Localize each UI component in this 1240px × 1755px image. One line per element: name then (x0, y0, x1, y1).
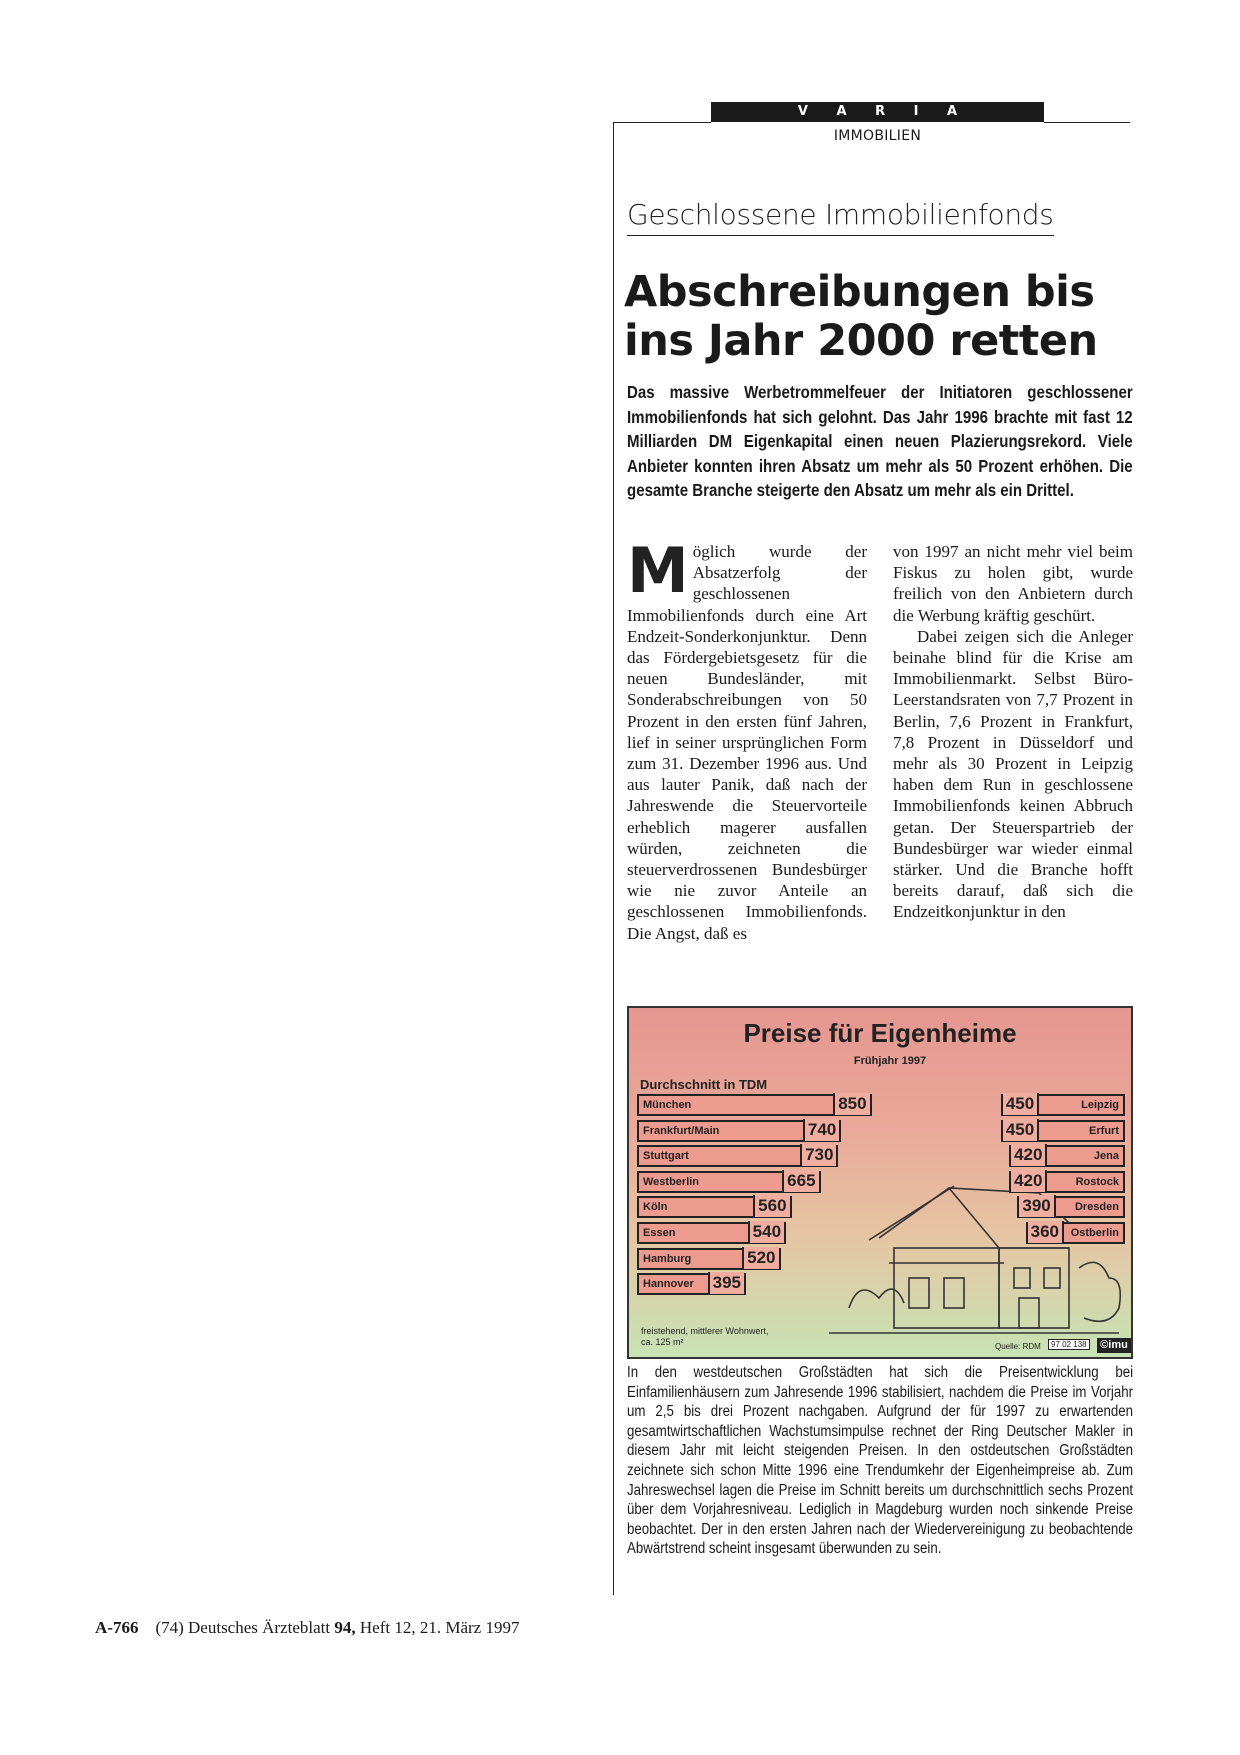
body-column-1 (627, 534, 867, 944)
body-paragraph-2a: von 1997 an nicht mehr viel beim Fiskus zu holen gibt, wurde freilich von den Anbietern durch die Werbung kräftig geschürt. (893, 542, 1133, 625)
body-text-1: öglich wurde der Absatzerfolg der geschlossenen Immobilienfonds durch eine Art Endzeit-Sonderkonjunktur. Denn das Fördergebietsgesetz für die neuen Bundesländer, mit Sonderabschreibungen von 50 Prozent in den ersten fünf Jahren, lief in seiner ursprünglichen Form zum 31. Dezember 1996 aus. Und aus lauter Panik, daß nach der Jahreswende die Steuervorteile erheblich magerer ausfallen würden, zeichneten die steuerverdrossenen Bundesbürger wie nie zuvor Anteile an geschlossenen Immobilienfonds. Die Angst, daß es (627, 542, 867, 943)
headline-line-2: ins Jahr 2000 retten (624, 316, 1098, 366)
bar-value: 420 (1011, 1144, 1047, 1166)
column-divider (613, 123, 614, 1595)
subsection-title: IMMOBILIEN (833, 128, 922, 144)
chart-note-line-2: ca. 125 m² (641, 1337, 684, 1347)
drop-cap: M (627, 534, 689, 607)
issue-prefix: (74) Deutsches Ärzteblatt (155, 1618, 331, 1637)
chart-note-line-1: freistehend, mittlerer Wohnwert, (641, 1326, 769, 1336)
bar-label: Essen (643, 1227, 676, 1239)
chart-caption: In den westdeutschen Großstädten hat sich die Preisentwicklung bei Einfamilienhäusern zum Jahresende 1996 stabilisiert, nachdem die Preise im Vorjahr um 2,5 bis drei Prozent nachgaben. Aufgrund der für 1997 zu erwartenden gesamtwirtschaftlichen Wachstumsimpulse rechnet der Ring Deutscher Makler in diesem Jahr mit leicht steigenden Preisen. In den ostdeutschen Großstädten zeichnete sich schon Mitte 1996 eine Trendumkehr der Eigenheimpreise ab. Zum Jahreswechsel lagen die Preise im Schnitt bereits um durchschnittlich sechs Prozent über dem Vorjahresniveau. Lediglich in Magdeburg wurden noch sinkende Preise beobachtet. Der in den ersten Jahren nach der Wiedervereinigung zu beobachtende Abwärtstrend scheint insgesamt überwunden zu sein. (627, 1364, 1134, 1558)
bar-label: Jena (1093, 1150, 1119, 1163)
headline-line-1: Abschreibungen bis (624, 267, 1095, 317)
chart-title: Preise für Eigenheime (743, 1018, 1017, 1048)
page-footer (95, 1618, 519, 1638)
chart-note (641, 1326, 768, 1348)
bar-label: Dresden (1074, 1201, 1119, 1214)
bar-value: 740 (803, 1119, 839, 1141)
bar-jena (1009, 1145, 1125, 1167)
bar-label: Stuttgart (643, 1150, 689, 1163)
bar-erfurt (1001, 1120, 1125, 1142)
imu-logo: ©imu (1097, 1338, 1131, 1353)
bar-value: 665 (782, 1170, 818, 1192)
chart-code: 97 02 138 (1048, 1339, 1090, 1350)
bar-value: 450 (1003, 1119, 1039, 1141)
bar-hannover (637, 1273, 746, 1295)
bar-label: Leipzig (1081, 1099, 1119, 1111)
body-column-2 (893, 541, 1133, 923)
bar-label: Köln (643, 1201, 668, 1214)
bar-label: Westberlin (643, 1175, 700, 1188)
volume-number: 94, (334, 1618, 356, 1637)
bar-value: 520 (742, 1247, 778, 1269)
bar-ostberlin (1026, 1222, 1125, 1244)
bar-label: München (643, 1099, 692, 1111)
article-headline (624, 268, 1134, 366)
bar-m-nchen (637, 1094, 872, 1116)
body-paragraph-2b: Dabei zeigen sich die Anleger beinahe blind für die Krise am Immobilienmarkt. Selbst Büro-Leerstandsraten von 7,7 Prozent in Berlin, 7,6 Prozent in Frankfurt, 7,8 Prozent in Düsseldorf und mehr als 30 Prozent in Leipzig haben dem Run in geschlossene Immobilienfonds keinen Abbruch getan. Der Steuerspartrieb der Bundesbürger war wieder einmal stärker. Und die Branche hofft bereits darauf, daß sich die Endzeitkonjunktur in den (893, 626, 1133, 922)
bar-value: 420 (1011, 1170, 1047, 1192)
bar-value: 395 (708, 1272, 744, 1294)
bar-hamburg (637, 1248, 781, 1270)
bar-label: Frankfurt/Main (643, 1124, 720, 1137)
bar-westberlin (637, 1171, 821, 1193)
bar-value: 850 (833, 1093, 869, 1115)
bar-essen (637, 1222, 786, 1244)
bar-value: 560 (753, 1195, 789, 1217)
bar-value: 390 (1019, 1195, 1055, 1217)
bar-label: Hamburg (643, 1252, 692, 1265)
article-lead: Das massive Werbetrommelfeuer der Initiatoren geschlossener Immobilienfonds hat sich gelohnt. Das Jahr 1996 brachte mit fast 12 Milliarden DM Eigenkapital einen neuen Plazierungsrekord. Viele Anbieter konnten ihren Absatz um mehr als 50 Prozent erhöhen. Die gesamte Branche steigerte den Absatz um mehr als ein Drittel. (627, 382, 1133, 500)
bar-dresden (1017, 1196, 1125, 1218)
bar-leipzig (1001, 1094, 1125, 1116)
bar-value: 360 (1028, 1221, 1064, 1243)
bar-label: Erfurt (1089, 1124, 1119, 1137)
section-title: V A R I A (797, 104, 970, 119)
chart-unit-label: Durchschnitt in TDM (640, 1077, 768, 1092)
price-chart (627, 1006, 1133, 1359)
bar-label: Rostock (1075, 1175, 1119, 1188)
page-number: A-766 (95, 1618, 139, 1637)
bar-value: 730 (800, 1144, 836, 1166)
chart-bars (629, 1008, 1131, 1357)
section-header-bar (711, 102, 1044, 122)
bar-label: Hannover (643, 1278, 694, 1291)
header-rule-left (613, 122, 711, 123)
article-kicker: Geschlossene Immobilienfonds (627, 198, 1054, 236)
header-rule-right (1044, 122, 1130, 123)
bar-k-ln (637, 1196, 792, 1218)
bar-stuttgart (637, 1145, 838, 1167)
chart-subtitle: Frühjahr 1997 (853, 1055, 927, 1067)
bar-frankfurt-main (637, 1120, 841, 1142)
chart-source: Quelle: RDM (995, 1342, 1041, 1351)
issue-suffix: Heft 12, 21. März 1997 (359, 1618, 520, 1637)
bar-value: 450 (1003, 1093, 1039, 1115)
bar-label: Ostberlin (1070, 1227, 1119, 1239)
bar-rostock (1009, 1171, 1125, 1193)
bar-value: 540 (748, 1221, 784, 1243)
